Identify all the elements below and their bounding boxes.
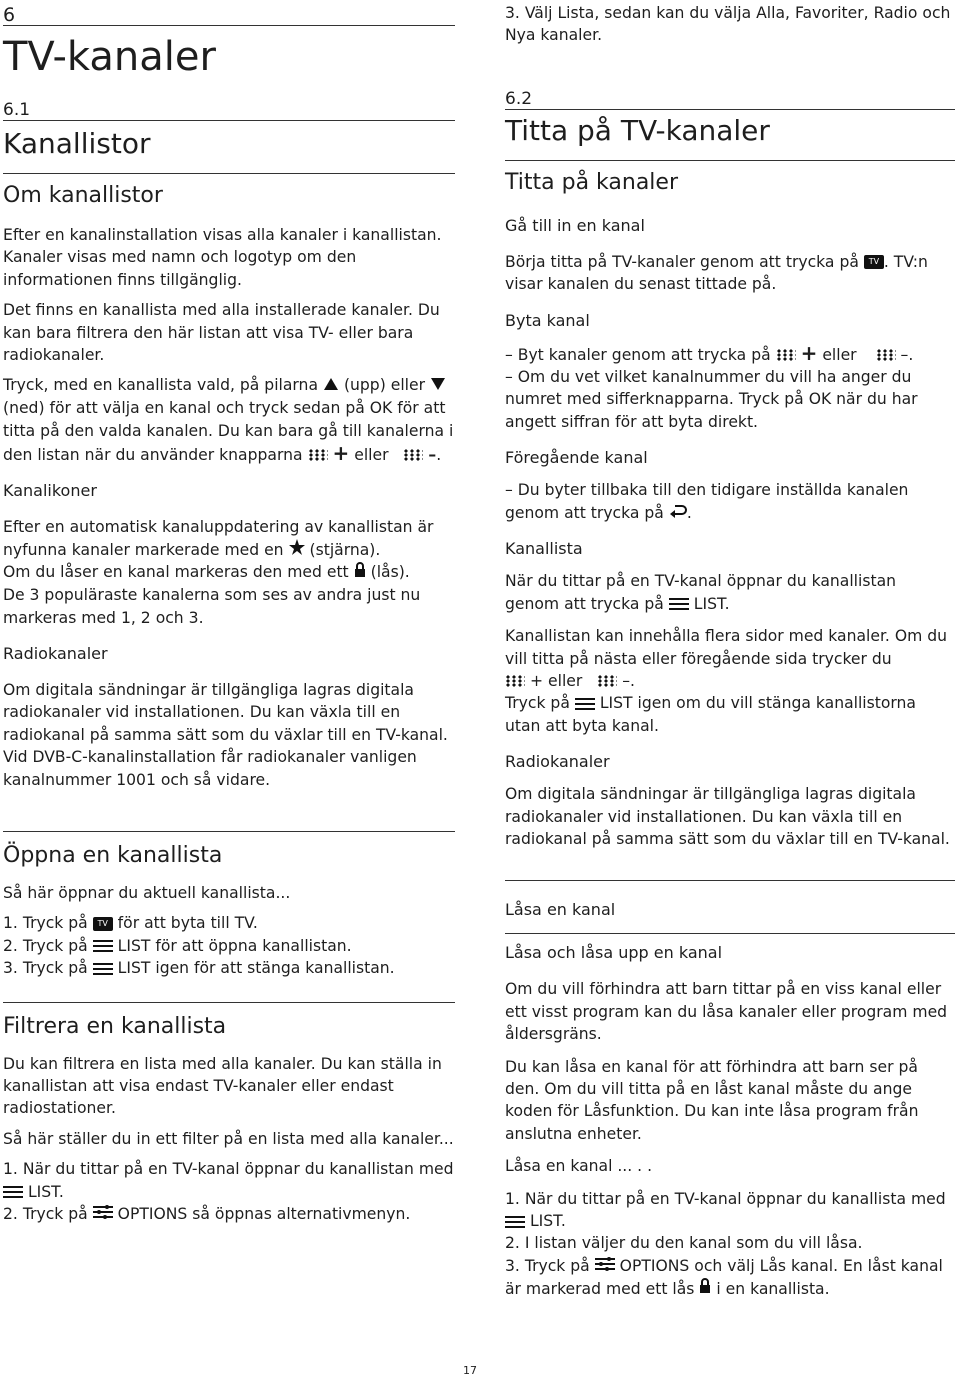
text: . TV:n visar kanalen du senast tittade på. (505, 252, 928, 294)
list-key: LIST. (27, 1182, 64, 1201)
channel-grid-icon (308, 449, 328, 461)
text: . (597, 26, 603, 45)
section-number: 6.1 (3, 100, 31, 120)
subsection-rule (505, 933, 955, 934)
options-key: OPTIONS (117, 1205, 188, 1224)
text: (lås). (370, 563, 410, 582)
list-icon (93, 963, 113, 975)
paragraph (505, 342, 955, 434)
paragraph (505, 479, 955, 524)
text: igen om du vill stänga kanallistorna utan att byta kanal. (505, 694, 916, 735)
option-alla: Alla (756, 4, 785, 22)
text: (upp) eller (343, 376, 426, 395)
list-icon (3, 1186, 23, 1198)
paragraph: Det finns en kanallista med alla installerade kanaler. Du kan bara filtrera den här listan att visa TV- eller bara radiokanaler. (3, 301, 440, 365)
text: Efter en automatisk kanaluppdatering av kanallistan är nyfunna kanaler markerade med en (3, 518, 434, 559)
section-title: Titta på TV-kanaler (505, 113, 770, 147)
text: eller (354, 445, 389, 464)
list-key: LIST (529, 1212, 561, 1231)
paragraph: Så här öppnar du aktuell kanallista... (3, 884, 291, 903)
paragraph (505, 1188, 955, 1301)
text: – Byt kanaler genom att trycka på (505, 345, 771, 364)
text: och (922, 4, 951, 22)
heading: Låsa och låsa upp en kanal (505, 943, 723, 963)
text: . (724, 594, 730, 613)
text: , (785, 4, 790, 22)
text: Kanallistan kan innehålla flera sidor med kanaler. Om du vill titta på nästa eller föregående sida trycker du (505, 627, 948, 668)
subsection-rule (505, 160, 955, 161)
paragraph (505, 625, 955, 737)
text: . (686, 503, 692, 522)
text: eller (548, 671, 583, 690)
paragraph (3, 1158, 455, 1226)
paragraph (3, 516, 455, 629)
section-number: 6.2 (505, 88, 533, 109)
list-key: LIST (599, 694, 633, 713)
popular-1: 1, (120, 608, 136, 627)
subsection-rule (3, 831, 455, 832)
tv-icon: TV (93, 917, 113, 931)
heading: Kanalikoner (3, 481, 97, 501)
text: Om du låser en kanal markeras den med ett (3, 563, 349, 582)
text: i en kanallista. (716, 1279, 830, 1298)
chapter-title: TV-kanaler (3, 34, 216, 80)
text: 3. Tryck på (3, 959, 88, 978)
channel-grid-icon (505, 675, 525, 687)
text: Tryck på (505, 694, 570, 713)
text: . (436, 445, 442, 464)
paragraph: Om digitala sändningar är tillgängliga lagras digitala radiokanaler vid installationen. Du kan växla till en radiokanal på samma sätt som du växlar till en TV-kanal. Vid DVB-C-kanalinstallation får radiokanaler vanligen kanalnummer 1001 och så vidare. (3, 680, 448, 789)
paragraph (505, 570, 955, 615)
options-icon (93, 1203, 113, 1225)
text: 2. Tryck på (3, 1205, 88, 1224)
subsection-title: Låsa en kanal (505, 900, 616, 920)
text: 3. Välj (505, 4, 553, 22)
chapter-rule (3, 25, 455, 26)
paragraph: Du kan filtrera en lista med alla kanaler. Du kan ställa in kanallistan att visa endast TV-kanaler eller endast radiostationer. (3, 1054, 442, 1118)
text: (stjärna). (309, 540, 381, 559)
text: (ned) för att välja en kanal och tryck sedan på (3, 399, 365, 418)
list-icon (575, 698, 595, 710)
heading: Föregående kanal (505, 448, 648, 468)
text: 1. När du tittar på en TV-kanal öppnar du kanallistan med (3, 1160, 454, 1179)
list-key: LIST (693, 594, 725, 613)
text: , sedan kan du välja (594, 4, 752, 22)
text: Börja titta på TV-kanaler genom att trycka på (505, 252, 859, 271)
paragraph: Om digitala sändningar är tillgängliga lagras digitala radiokanaler vid installationen. Du kan växla till en radiokanal på samma sätt som du växlar till en TV-kanal. (505, 785, 950, 849)
options-icon (595, 1255, 615, 1277)
text: 1. Tryck på (3, 914, 88, 933)
subsection-title: Titta på kanaler (505, 169, 678, 195)
text: och välj (694, 1256, 755, 1275)
list-key: LIST (117, 959, 151, 978)
heading: Byta kanal (505, 310, 590, 330)
heading: Kanallista (505, 539, 583, 559)
subsection-rule (505, 880, 955, 881)
text: När du tittar på en TV-kanal öppnar du kanallistan genom att trycka på (505, 572, 897, 613)
list-icon (669, 598, 689, 610)
subsection-rule (3, 173, 455, 174)
channel-grid-icon (876, 349, 896, 361)
text: . En låst kanal är markerad med ett lås (505, 1256, 943, 1298)
plus-key: + (800, 340, 818, 365)
text: för att titta på den valda kanalen. Du kan bara gå till kanalerna i den listan när du använder knapparna (3, 399, 454, 464)
text: för att byta till TV. (117, 914, 258, 933)
text: 2. Tryck på (3, 936, 88, 955)
text: igen för att stänga kanallistan. (155, 959, 395, 978)
left-column (3, 0, 455, 1226)
text: – Du byter tillbaka till den tidigare inställda kanalen genom att trycka på (505, 481, 909, 522)
chapter-number: 6 (3, 4, 16, 26)
subsection-title: Filtrera en kanallista (3, 1013, 227, 1039)
channel-grid-icon (597, 675, 617, 687)
page-number: 17 (463, 1364, 477, 1377)
heading: Gå till in en kanal (505, 215, 645, 235)
list-icon (505, 1216, 525, 1228)
text: Lås kanal (759, 1256, 834, 1275)
plus-key: + (332, 440, 350, 465)
arrow-up-icon (323, 375, 339, 397)
arrow-down-icon (430, 375, 446, 397)
text: 3. Tryck på (505, 1256, 590, 1275)
section-rule (505, 109, 955, 110)
section-title: Kanallistor (3, 127, 151, 160)
lock-icon (699, 1278, 711, 1300)
text: De 3 populäraste kanalerna som ses av andra just nu markeras med (3, 586, 421, 627)
paragraph (3, 912, 455, 979)
popular-2: 2 (140, 608, 151, 627)
list-icon (93, 940, 113, 952)
option-nya-kanaler: Nya kanaler (505, 26, 598, 45)
text: Tryck, med en kanallista vald, på pilarna (3, 376, 318, 395)
list-key: LIST (117, 936, 151, 955)
section-rule (3, 120, 455, 121)
paragraph: Låsa en kanal ... . . (505, 1157, 653, 1176)
paragraph: Så här ställer du in ett filter på en lista med alla kanaler... (3, 1129, 454, 1148)
option-radio: Radio (873, 4, 918, 22)
text: 1. När du tittar på en TV-kanal öppnar du (505, 1189, 827, 1208)
text: och (155, 608, 184, 627)
paragraph: Du kan låsa en kanal för att förhindra att barn ser på den. Om du vill titta på en låst kanal måste du ange koden för Låsfunktion. Du kan inte låsa program från anslutna enheter. (505, 1057, 919, 1143)
tv-icon: TV (864, 255, 884, 269)
right-column (505, 0, 955, 1300)
text: 2. I listan väljer du den kanal som du vill låsa. (505, 1234, 863, 1253)
heading: Radiokanaler (505, 752, 610, 772)
star-icon (289, 539, 305, 561)
option-lista: Lista (557, 4, 595, 22)
text: – Om du vet vilket kanalnummer du vill ha anger du numret med sifferknapparna. Tryck på (505, 368, 912, 409)
paragraph (3, 374, 455, 466)
text: . (560, 1212, 566, 1231)
text: , (863, 4, 869, 22)
ok-key: OK (369, 399, 393, 418)
channel-grid-icon (403, 449, 423, 461)
text: för att öppna kanallistan. (155, 936, 352, 955)
text: så öppnas alternativmenyn. (192, 1205, 411, 1224)
minus-key: –. (622, 671, 635, 690)
paragraph: Om du vill förhindra att barn tittar på en viss kanal eller ett visst program kan du låsa kanaler eller program med åldersgräns. (505, 980, 948, 1044)
plus-key: + (529, 671, 544, 690)
paragraph (505, 2, 955, 47)
paragraph (505, 251, 955, 296)
popular-3: 3. (188, 608, 204, 627)
text: kanallista (831, 1189, 906, 1208)
heading: Radiokanaler (3, 643, 108, 663)
ok-key: OK (808, 390, 832, 409)
minus-key: –. (900, 345, 914, 364)
paragraph: Efter en kanalinstallation visas alla kanaler i kanallistan. Kanaler visas med namn och logotyp om den informationen finns tillgänglig. (3, 226, 442, 289)
lock-icon (354, 562, 366, 584)
back-icon (669, 502, 687, 524)
text: eller (822, 345, 857, 364)
subsection-title: Öppna en kanallista (3, 843, 223, 869)
subsection-rule (3, 1002, 455, 1003)
subsection-title: Om kanallistor (3, 183, 163, 208)
option-favoriter: Favoriter (794, 4, 864, 22)
channel-grid-icon (776, 349, 796, 361)
minus-key: – (428, 445, 437, 464)
options-key: OPTIONS (619, 1256, 690, 1275)
text: när du har angett siffran för att byta direkt. (505, 390, 918, 431)
text: med (910, 1189, 946, 1208)
